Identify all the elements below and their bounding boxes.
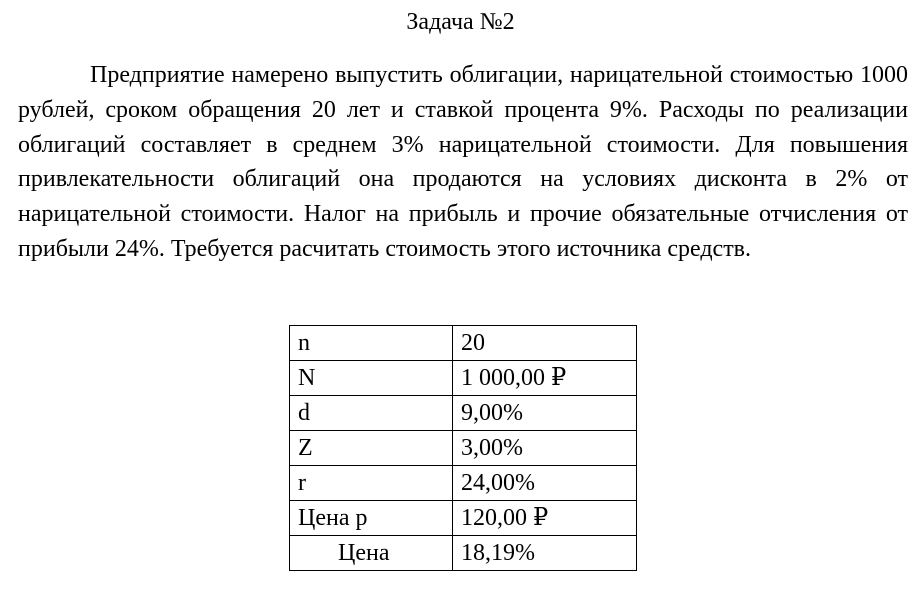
row-value: 9,00% <box>453 396 637 431</box>
row-value: 120,00 ₽ <box>453 501 637 536</box>
task-text: Предприятие намерено выпустить облигации, нарицательной стоимостью 1000 рублей, сроком обращения 20 лет и ставкой процента 9%. Расходы по реализации облигаций составляет в среднем 3% нарицательной стоимости. Для повышения привлекательности облигаций она продаются на условиях дисконта в 2% от нарицательной стоимости. Налог на прибыль и прочие обязательные отчисления от прибыли 24%. Требуется расчитать стоимость этого источника средств. <box>18 62 908 262</box>
table-row <box>290 361 637 396</box>
task-title: Задача №2 <box>406 9 515 35</box>
row-value: 20 <box>453 326 637 361</box>
row-label: d <box>290 396 453 431</box>
row-label: Цена <box>290 536 453 571</box>
table-row <box>290 536 637 571</box>
table-row <box>290 501 637 536</box>
parameters-table <box>289 325 637 571</box>
row-label: Z <box>290 431 453 466</box>
row-label: r <box>290 466 453 501</box>
table-row <box>290 326 637 361</box>
row-value: 24,00% <box>453 466 637 501</box>
table-row <box>290 431 637 466</box>
row-value: 1 000,00 ₽ <box>453 361 637 396</box>
row-label: n <box>290 326 453 361</box>
table-row <box>290 396 637 431</box>
row-label: N <box>290 361 453 396</box>
row-value: 3,00% <box>453 431 637 466</box>
table-row <box>290 466 637 501</box>
row-label: Цена р <box>290 501 453 536</box>
row-value: 18,19% <box>453 536 637 571</box>
